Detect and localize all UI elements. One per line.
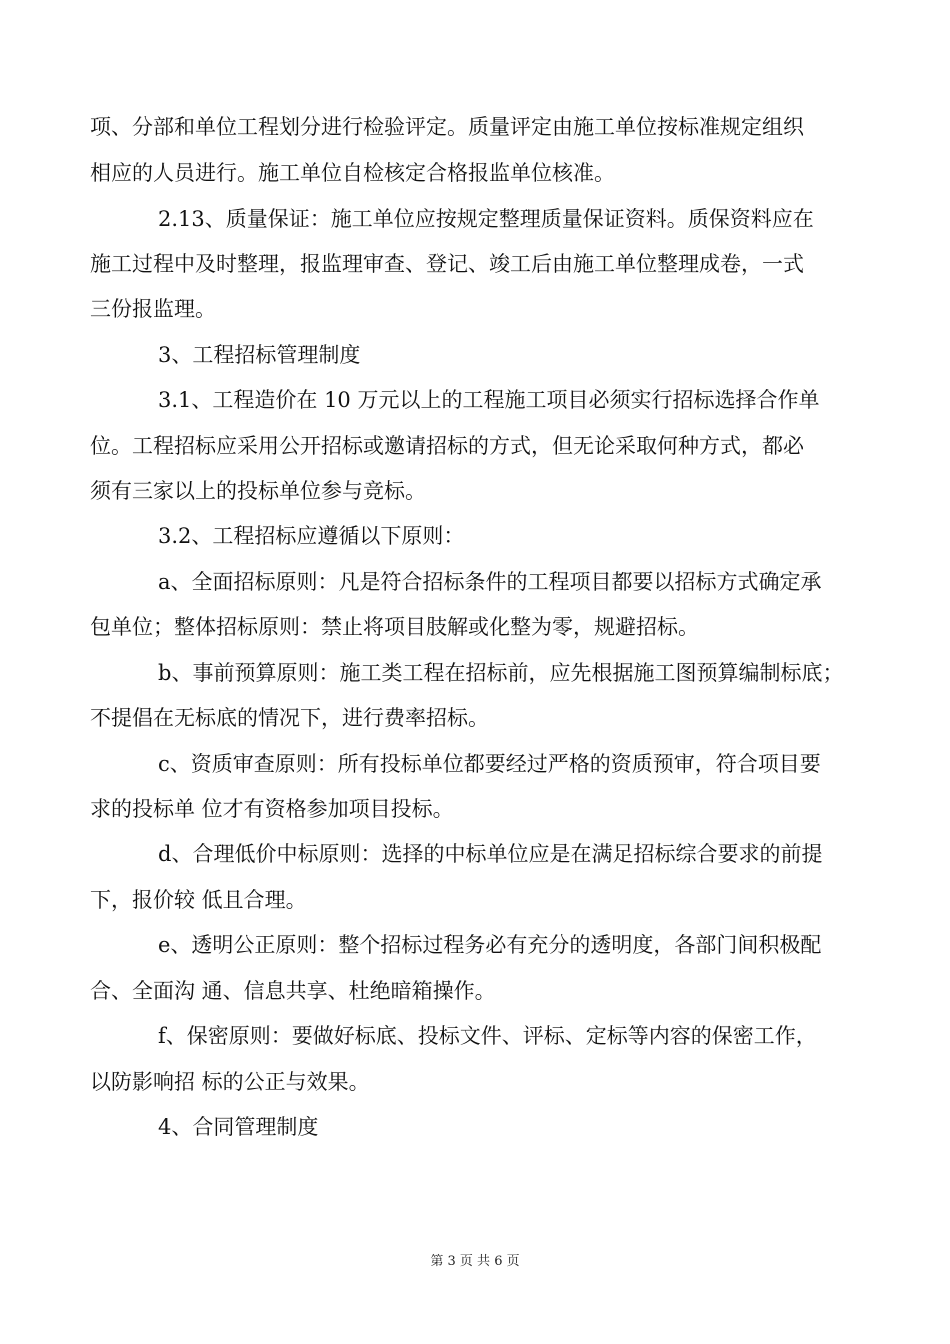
page-number-footer: 第 3 页 共 6 页 bbox=[430, 1254, 520, 1269]
section-heading: 3、工程招标管理制度 bbox=[158, 343, 361, 367]
text-line: c、资质审查原则：所有投标单位都要经过严格的资质预审，符合项目要 bbox=[158, 752, 821, 776]
text-line: 3.1、工程造价在 10 万元以上的工程施工项目必须实行招标选择合作单 bbox=[158, 388, 820, 412]
text-line: 下，报价较 低且合理。 bbox=[90, 888, 307, 912]
text-line: 求的投标单 位才有资格参加项目投标。 bbox=[90, 797, 454, 821]
text-line: 2.13、质量保证：施工单位应按规定整理质量保证资料。质保资料应在 bbox=[158, 207, 814, 231]
text-line: e、透明公正原则：整个招标过程务必有充分的透明度，各部门间积极配 bbox=[158, 933, 822, 957]
text-line: 包单位；整体招标原则：禁止将项目肢解或化整为零，规避招标。 bbox=[90, 615, 699, 639]
text-line: d、合理低价中标原则：选择的中标单位应是在满足招标综合要求的前提 bbox=[158, 842, 823, 866]
text-line: 须有三家以上的投标单位参与竞标。 bbox=[90, 479, 426, 503]
text-line: 施工过程中及时整理，报监理审查、登记、竣工后由施工单位整理成卷，一式 bbox=[90, 252, 804, 276]
text-line: b、事前预算原则：施工类工程在招标前，应先根据施工图预算编制标底； bbox=[158, 661, 844, 685]
section-heading: 4、合同管理制度 bbox=[158, 1115, 319, 1139]
text-line: 三份报监理。 bbox=[90, 297, 216, 321]
text-line: 以防影响招 标的公正与效果。 bbox=[90, 1070, 370, 1094]
text-line: 不提倡在无标底的情况下，进行费率招标。 bbox=[90, 706, 489, 730]
text-line: 位。工程招标应采用公开招标或邀请招标的方式，但无论采取何种方式，都必 bbox=[90, 434, 804, 458]
text-line: 相应的人员进行。施工单位自检核定合格报监单位核准。 bbox=[90, 161, 615, 185]
text-line: a、全面招标原则：凡是符合招标条件的工程项目都要以招标方式确定承 bbox=[158, 570, 822, 594]
text-line: 合、全面沟 通、信息共享、杜绝暗箱操作。 bbox=[90, 979, 496, 1003]
text-line: 3.2、工程招标应遵循以下原则： bbox=[158, 524, 465, 548]
text-line: f、保密原则：要做好标底、投标文件、评标、定标等内容的保密工作， bbox=[158, 1024, 817, 1048]
text-line: 项、分部和单位工程划分进行检验评定。质量评定由施工单位按标准规定组织 bbox=[90, 115, 804, 139]
